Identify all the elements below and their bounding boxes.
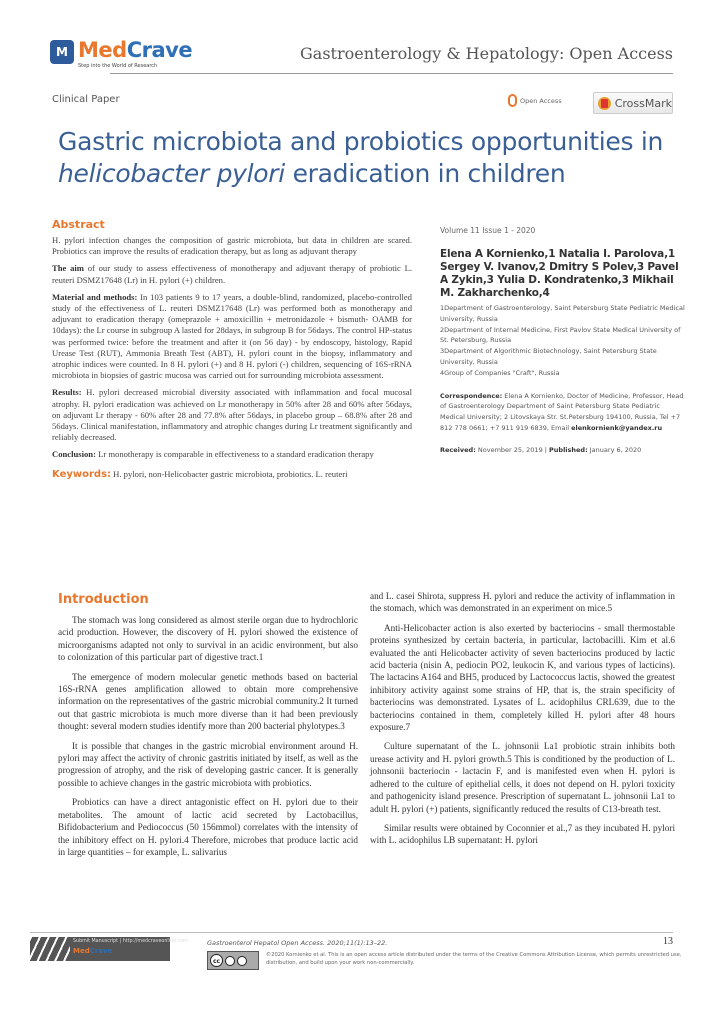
abstract-intro: H. pylori infection changes the composition of gastric microbiota, but data in children are scared. Probiotics can improve the results of eradication therapy, but as long as adjuvant therapy (52, 235, 412, 257)
title-italic-species: helicobacter pylori (58, 159, 285, 188)
page-number: 13 (663, 936, 673, 947)
title-line-2-rest: eradication in children (284, 159, 566, 188)
creative-commons-badge[interactable] (207, 951, 259, 970)
body-paragraph: Similar results were obtained by Coconnier et al.,7 as they incubated H. pylori with L. acidophilus LB supernatant: H. pylori (370, 822, 675, 846)
footer-logo (73, 947, 112, 955)
correspondence (440, 391, 685, 434)
methods-label: Material and methods: (52, 291, 138, 302)
journal-title: Gastroenterology & Hepatology: Open Access (300, 44, 673, 63)
publisher-name (78, 38, 192, 62)
body-column-right (370, 590, 675, 854)
paper-type: Clinical Paper (52, 94, 120, 105)
affiliation-item: 4Group of Companies "Craft", Russia (440, 368, 560, 377)
title-line-2 (58, 158, 688, 190)
published-label: Published: (549, 445, 588, 454)
banner-stripes (30, 937, 70, 961)
keywords-label: Keywords: (52, 468, 112, 480)
abstract-heading: Abstract (52, 218, 105, 231)
noncommercial-icon (237, 956, 247, 966)
aim-text: of our study to assess effectiveness of monotherapy and adjuvant therapy of probiotic L. reuteri DSMZ17648 (Lr) in H. pylori (+) children. (52, 263, 412, 285)
correspondence-email-link[interactable]: elenkornienk@yandex.ru (571, 423, 663, 432)
aim-label: The aim (52, 263, 84, 274)
methods-text: In 103 patients 9 to 17 years, a double-blind, randomized, placebo-controlled study of the effectiveness of L. reuteri DSMZ17648 (Lr) was performed both as monotherapy and adjuvant to eradication therapy (omeprazole + amoxicillin + metronidazole + bismuth- OAMB for 10days): the Lr course in subgroup A lasted for 28days, in subgroup B for 56days. The control HP-status was performed twice: before the treatment and after it (on 56 day) - by endoscopy, histology, Rapid Urease Test (RUT), Ammonia Breath Test (ABT), H. pylori count in the biopsy, inflammatory and atrophic indices were counted. In 8 H. pylori (+) and 8 H. pylori (-) children, sequencing of 16S-rRNA microbiota in biopsies of gastric mucosa was carried out for surrounding microbiota assessment. (52, 291, 412, 381)
footer-logo-part1: Med (73, 947, 90, 955)
received-date: November 25, 2019 | (475, 445, 550, 454)
keywords-text: H. pylori, non-Helicobacter gastric microbiota, probiotics. L. reuteri (111, 468, 348, 479)
affiliations (440, 303, 685, 379)
abstract-methods (52, 292, 412, 382)
body-paragraph: and L. casei Shirota, suppress H. pylori and reduce the activity of inflammation in the stomach, which was demonstrated in an experiment on mice.5 (370, 591, 675, 614)
publisher-tagline: Step into the World of Research (78, 63, 158, 69)
published-date: January 6, 2020 (587, 445, 642, 454)
body-column-left (58, 614, 358, 865)
abstract-keywords (52, 469, 412, 480)
body-paragraph: Anti-Helicobacter action is also exerted by bacteriocins - small thermostable proteins synthesized by certain bacteria, in particular, lactobacilli. Kim et al.6 evaluated the anti Helicobacter activity of seven bacteriocins produced by lactic acid bacteria (nisin A, pediocin PO2, leukocin K, and various types of lacticins). The lactacins A164 and BH5, produced by Lactococcus lactis, showed the greatest inhibitory activity against some strains of HP, that is, the strain specificity of bacteriocins was demonstrated. Lysates of L. acidophilus CRL639, due to the bacteriocins contained in them, completely killed H. pylori after 48 hours exposure.7 (370, 622, 675, 733)
body-paragraph: The stomach was long considered as almost sterile organ due to hydrochloric acid production. However, the discovery of H. pylori showed the existence of microorganisms adapted not only to survival in an acidic environment, but also to colonization of this particular part of digestive tract.1 (58, 615, 358, 663)
abstract-aim (52, 263, 412, 285)
cc-icon: cc (210, 954, 223, 967)
crossmark-button[interactable] (593, 92, 673, 114)
correspondence-label: Correspondence: (440, 391, 503, 400)
medcrave-logo-icon: M (50, 40, 74, 64)
body-paragraph: It is possible that changes in the gastric microbial environment around H. pylori may affect the activity of chronic gastritis initiated by itself, as well as the progression of atrophy, and the risk of developing gastric cancer. It is generally possible to achieve changes in the gastric microbiota with probiotics. (58, 740, 358, 788)
publication-dates (440, 446, 685, 454)
body-paragraph: Probiotics can have a direct antagonistic effect on H. pylori due to their metabolites. The amount of lactic acid secreted by Lactobacillus, Bifidobacterium and Pediococcus (50 156mmol) correlates with the intensity of the inhibitory effect on H. pylori.4 Therefore, microbes that produce lactic acid in large quantities – for example, L. salivarius (58, 797, 358, 857)
affiliation-item: 3Department of Algorithmic Biotechnology, Saint Petersburg State University, Russia (440, 347, 657, 366)
volume-issue: Volume 11 Issue 1 - 2020 (440, 226, 536, 235)
crossmark-label: CrossMark (614, 96, 672, 110)
abstract-section (52, 218, 412, 486)
footer-divider (30, 932, 673, 933)
abstract-results (52, 387, 412, 443)
paper-title (58, 126, 688, 190)
article-info-sidebar (440, 226, 685, 454)
attribution-icon (225, 956, 235, 966)
body-paragraph: The emergence of modern molecular genetic methods based on bacterial 16S-rRNA genes amplification allowed to obtain more comprehensive information on the representatives of the gastric microbial community.2 It turned out that gastric microbiota is much more diverse than it had been previously thought: several modern studies identify more than 200 bacterial phylotypes.3 (58, 671, 358, 732)
open-access-badge[interactable] (508, 94, 562, 107)
affiliation-item: 1Department of Gastroenterology, Saint Petersburg State Pediatric Medical University, Russia (440, 304, 685, 323)
correspondence-text: Elena A Kornienko, Doctor of Medicine, Professor, Head of Gastroenterology Department of Saint Petersburg State Pediatric Medical University; 2 Litovskaya Str. St.Petersburg 194100, Russia, Tel +7 812 778 0661; +7 911 919 6839, Email (440, 391, 684, 432)
open-access-lock-icon (508, 94, 517, 107)
results-label: Results: (52, 387, 82, 398)
footer-logo-part2: Crave (89, 947, 113, 955)
title-line-1: Gastric microbiota and probiotics opportunities in (58, 127, 664, 156)
introduction-heading: Introduction (58, 592, 149, 607)
citation: Gastroenterol Hepatol Open Access. 2020;11(1):13–22. (207, 939, 388, 947)
publisher-name-part1: Med (78, 38, 127, 62)
license-text: ©2020 Kornienko et al. This is an open access article distributed under the terms of the Creative Commons Attribution License, which permits unrestricted use, distribution, and build upon your work non-commercially. (266, 952, 682, 966)
conclusion-text: Lr monotherapy is comparable in effectiveness to a standard eradication therapy (95, 449, 374, 460)
author-list: Elena A Kornienko,1 Natalia I. Parolova,1 Sergey V. Ivanov,2 Dmitry S Polev,3 Pavel A Zykin,3 Yulia D. Kondratenko,3 Mikhail M. Zakharchenko,4 (440, 248, 679, 299)
conclusion-label: Conclusion: (52, 449, 96, 460)
body-paragraph: Culture supernatant of the L. johnsonii La1 probiotic strain inhibits both urease activity and H. pylori growth.5 This is conditioned by the production of L. johnsonii bacteriocin - lactacin F, and is manifested even when H. pylori is adhered to the culture of epithelial cells, it does not depend on H. pylori toxicity and pathogenicity island presence. Prescription of supernatant L. johnsonii La1 to adult H. pylori (+) patients, significantly reduced the results of C13-breath test. (370, 741, 675, 814)
publisher-logo[interactable] (50, 38, 193, 70)
abstract-conclusion (52, 449, 412, 460)
submit-manuscript-link[interactable]: Submit Manuscript | http://medcraveonline.com (73, 939, 188, 944)
results-text: H. pylori decreased microbial diversity associated with inflammation and focal mucosal atrophy. H. pylori eradication was achieved on Lr monotherapy in 50% after 28 and 60% after 56days, on adjuvant Lr therapy - 60% after 28 and 77.8% after 56days, in placebo group – 68.8% after 28 and 56days. Clinical manifestation, inflammatory and atrophic changes during Lr treatment significantly and reliably decreased. (52, 387, 412, 443)
header-divider (110, 73, 673, 74)
publisher-name-part2: Crave (126, 38, 193, 62)
affiliation-item: 2Department of Internal Medicine, First Pavlov State Medical University of St. Petersburg, Russia (440, 325, 681, 345)
open-access-label: Open Access (520, 96, 562, 105)
crossmark-icon (598, 97, 611, 110)
received-label: Received: (440, 445, 476, 454)
